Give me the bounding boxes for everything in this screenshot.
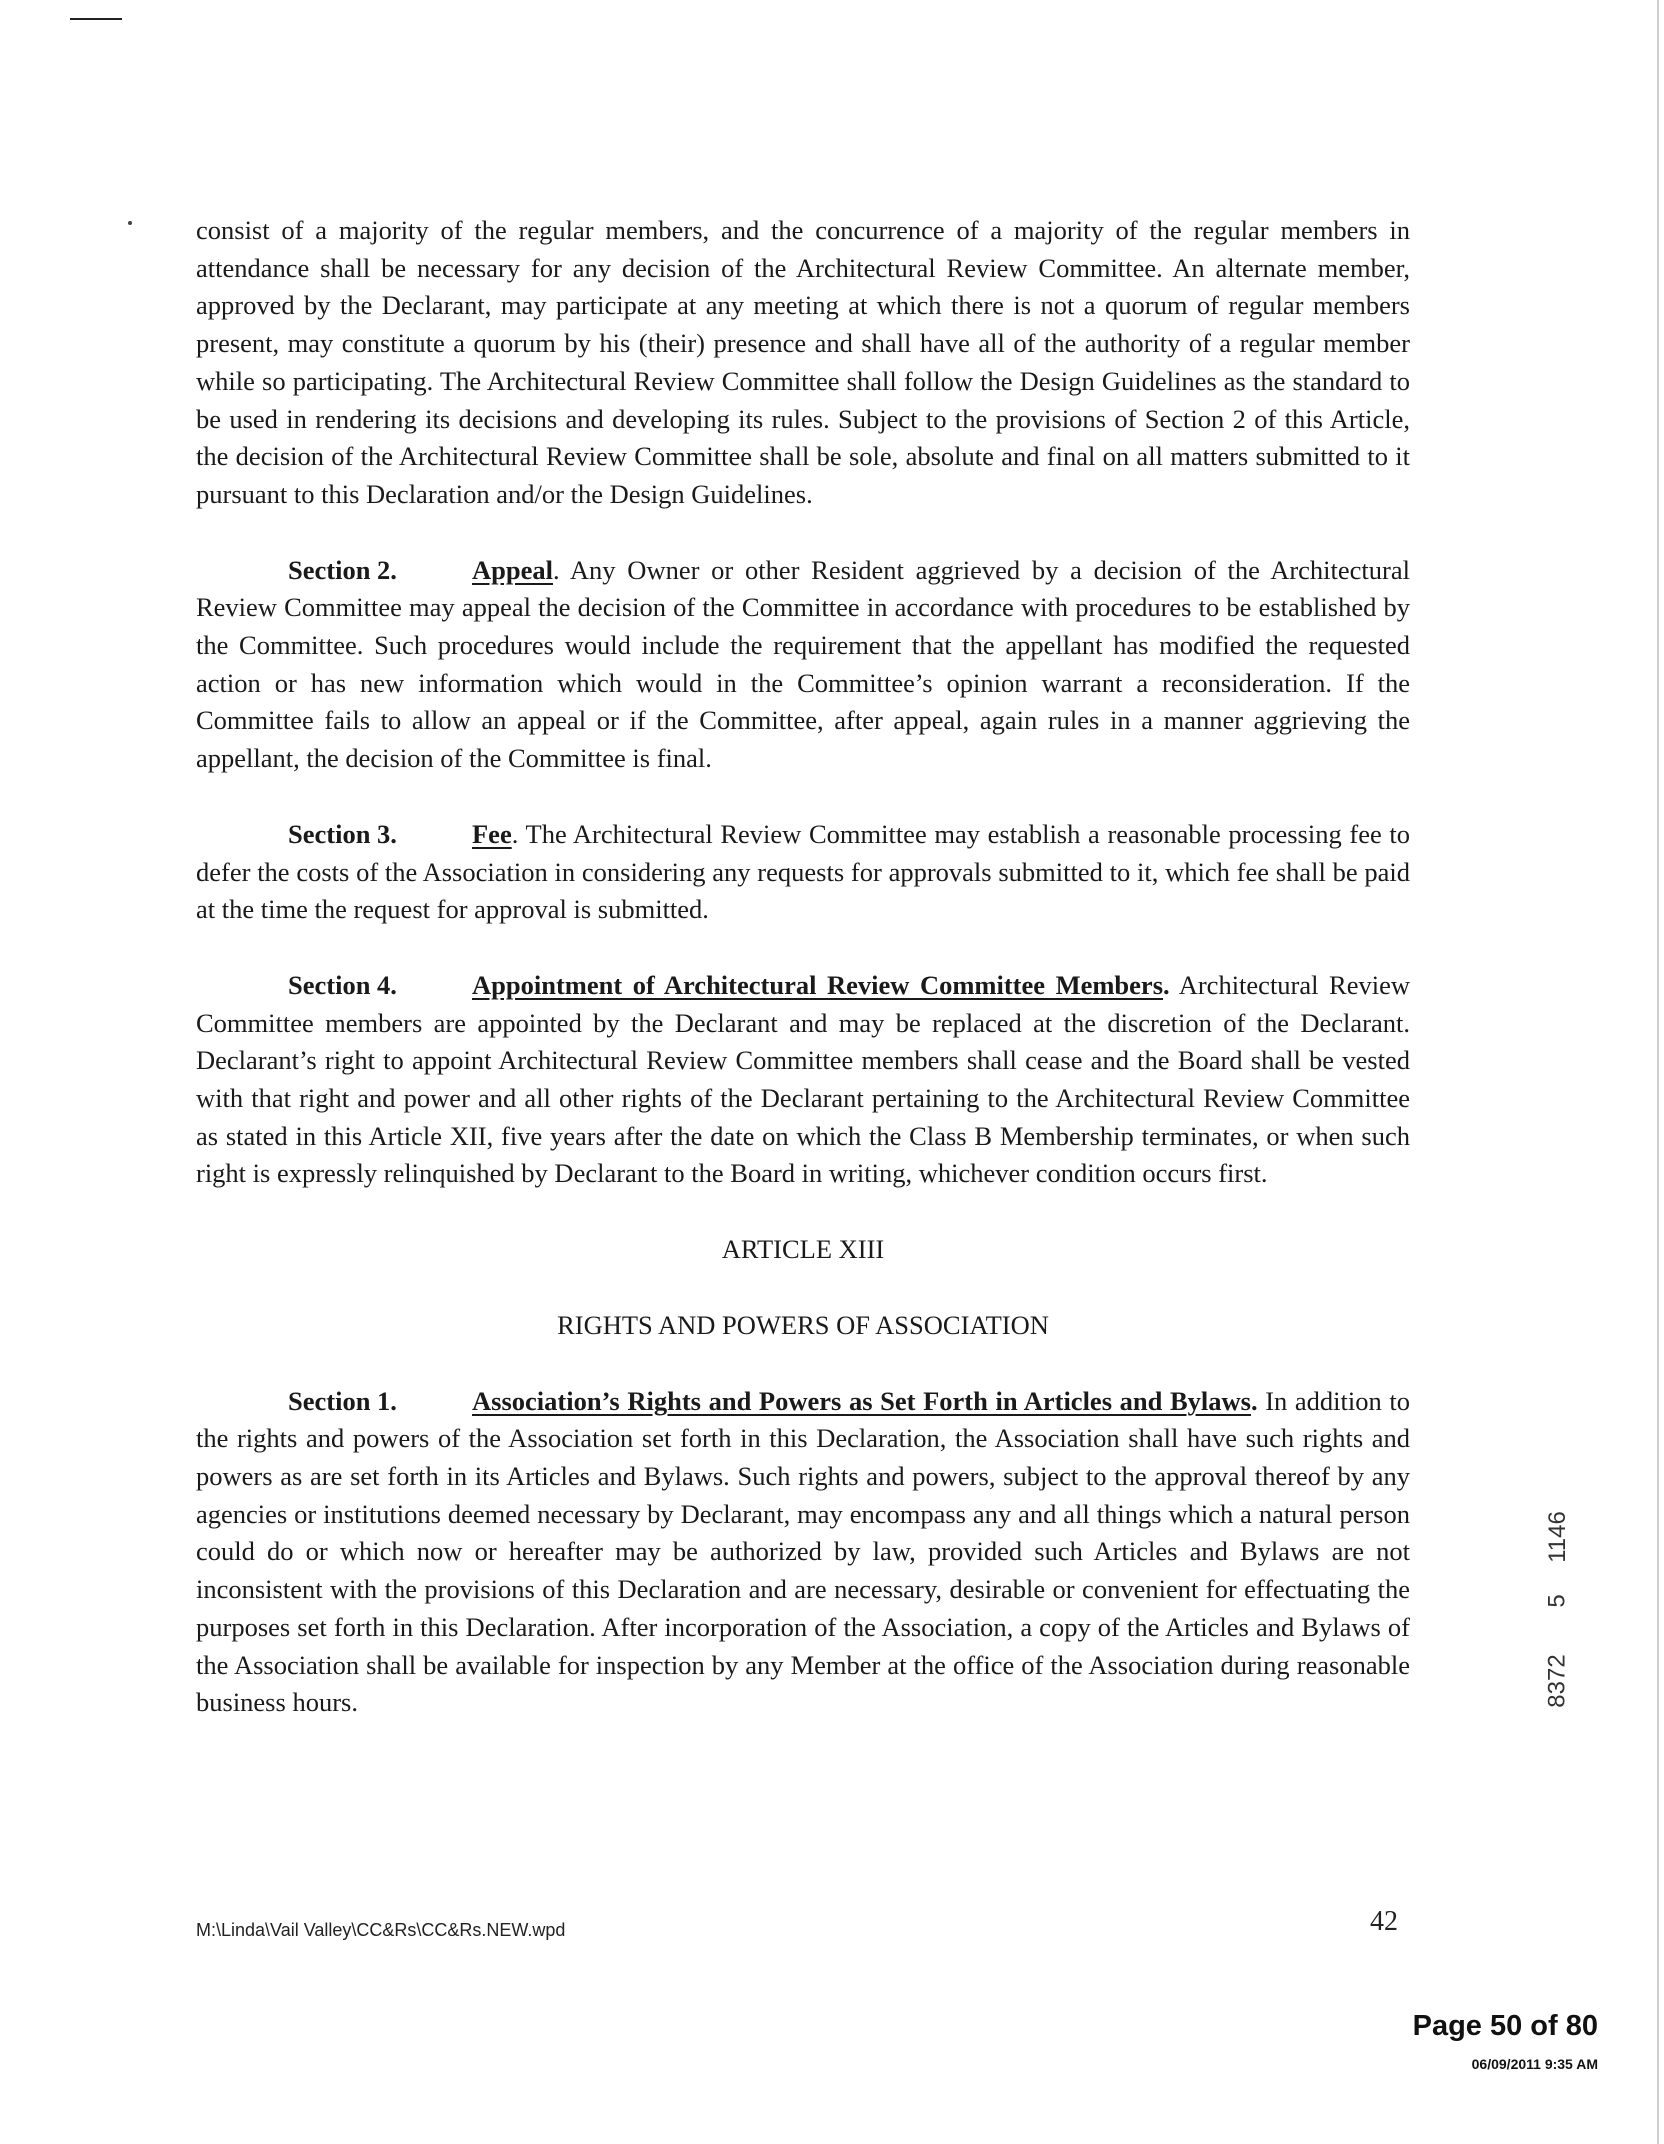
scan-edge-line <box>1657 0 1659 2144</box>
recording-stamp <box>1538 1511 1578 1855</box>
recording-stamp-part-b: 5 <box>1543 1594 1571 1608</box>
recording-stamp-part-a: 1146 <box>1544 1511 1572 1563</box>
section-3-heading: Fee <box>472 818 512 849</box>
section-3-text: The Architectural Review Committee may establish a reasonable processing fee to defer the costs of the Association in considering any requests for approvals submitted to it, which fee shall be paid at the time the request for approval is submitted. <box>196 818 1410 925</box>
article-13-section-1-heading: Association’s Rights and Powers as Set Forth in Articles and Bylaws <box>472 1385 1251 1416</box>
page-of-indicator: Page 50 of 80 <box>1412 2010 1598 2042</box>
article-heading <box>196 1231 1410 1344</box>
article-13-section-1-paragraph <box>196 1383 1410 1722</box>
section-4-paragraph <box>196 967 1410 1193</box>
section-4-heading: Appointment of Architectural Review Committee Members <box>472 969 1164 1000</box>
print-timestamp: 06/09/2011 9:35 AM <box>1471 2056 1598 2072</box>
article-number: ARTICLE XIII <box>721 1234 885 1265</box>
section-2-paragraph <box>196 552 1410 778</box>
section-2-label: Section 2. <box>288 554 397 585</box>
section-2-heading-period: . <box>553 554 560 585</box>
article-13-section-1-heading-period: . <box>1250 1385 1258 1416</box>
section-2-heading: Appeal <box>472 554 553 585</box>
article-title: RIGHTS AND POWERS OF ASSOCIATION <box>557 1309 1049 1340</box>
section-3-heading-period: . <box>511 818 519 849</box>
article-13-section-1-text: In addition to the rights and powers of the Association set forth in this Declaration, the Association shall have such rights and powers as are set forth in its Articles and Bylaws. Such rights and powers, subject to the approval thereof by any agencies or institutions deemed necessary by Declarant, may encompass any and all things which a natural person could do or which now or hereafter may be authorized by law, provided such Articles and Bylaws are not inconsistent with the provisions of this Declaration and are necessary, desirable or convenient for effectuating the purposes set forth in this Declaration. After incorporation of the Association, a copy of the Articles and Bylaws of the Association shall be available for inspection by any Member at the office of the Association during reasonable business hours. <box>196 1385 1410 1718</box>
section-3-paragraph <box>196 816 1410 929</box>
recording-stamp-part-c: 8372 <box>1544 1654 1572 1708</box>
section-2-text: Any Owner or other Resident aggrieved by a decision of the Architectural Review Committee may appeal the decision of the Committee in accordance with procedures to be established by the Committee. Such procedures would include the requirement that the appellant has modified the requested action or has new information which would in the Committee’s opinion warrant a reconsideration. If the Committee fails to allow an appeal or if the Committee, after appeal, again rules in a manner aggrieving the appellant, the decision of the Committee is final. <box>196 554 1410 774</box>
section-4-label: Section 4. <box>288 969 397 1000</box>
footer-page-number: 42 <box>1370 1906 1398 1937</box>
section-4-text: Architectural Review Committee members are appointed by the Declarant and may be replaced at the discretion of the Declarant. Declarant’s right to appoint Architectural Review Committee members shall cease and the Board shall be vested with that right and power and all other rights of the Declarant pertaining to the Architectural Review Committee as stated in this Article XII, five years after the date on which the Class B Membership terminates, or when such right is expressly relinquished by Declarant to the Board in writing, whichever condition occurs first. <box>196 969 1411 1189</box>
document-body <box>196 212 1410 1760</box>
section-4-heading-period: . <box>1163 969 1170 1000</box>
section-3-label: Section 3. <box>288 818 397 849</box>
scan-speck <box>128 221 132 225</box>
article-13-section-1-label: Section 1. <box>288 1385 397 1416</box>
paragraph-continuation: consist of a majority of the regular members, and the concurrence of a majority of the regular members in attendance shall be necessary for any decision of the Architectural Review Committee. An alternate member, approved by the Declarant, may participate at any meeting at which there is not a quorum of regular members present, may constitute a quorum by his (their) presence and shall have all of the authority of a regular member while so participating. The Architectural Review Committee shall follow the Design Guidelines as the standard to be used in rendering its decisions and developing its rules. Subject to the provisions of Section 2 of this Article, the decision of the Architectural Review Committee shall be sole, absolute and final on all matters submitted to it pursuant to this Declaration and/or the Design Guidelines. <box>196 215 1410 509</box>
top-margin-mark <box>70 18 122 20</box>
footer-file-path: M:\Linda\Vail Valley\CC&Rs\CC&Rs.NEW.wpd <box>196 1920 566 1940</box>
